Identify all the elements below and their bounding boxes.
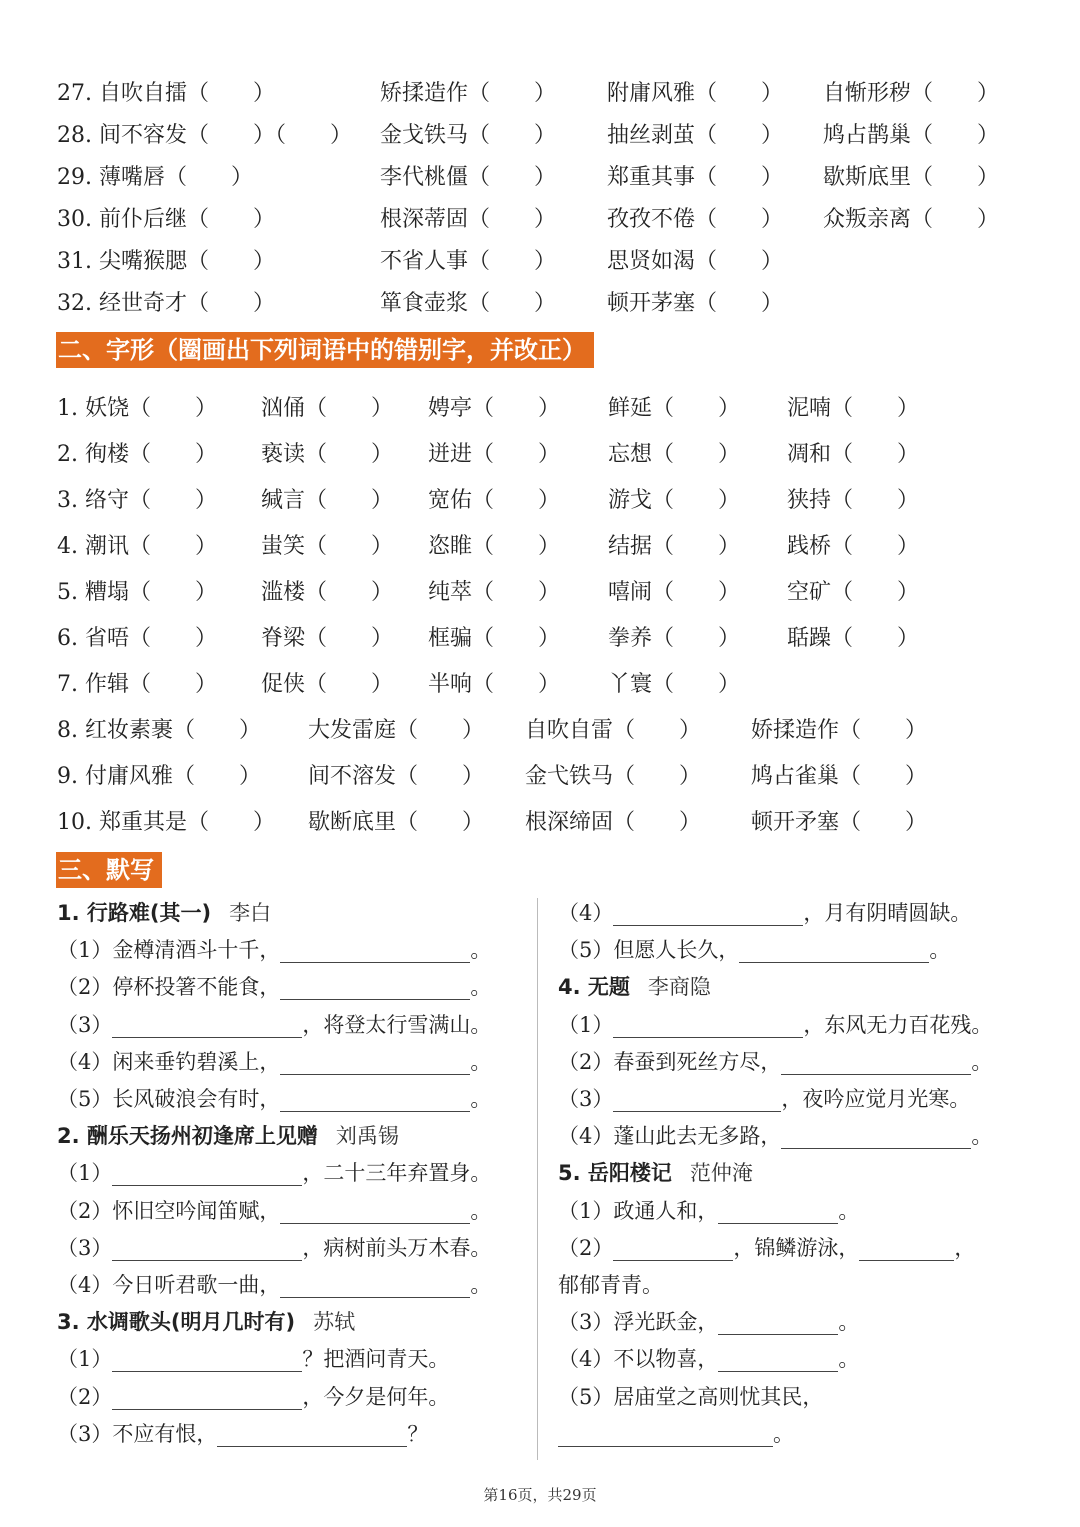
line-text: 。 <box>470 975 492 1000</box>
line-text: 。 <box>470 938 492 963</box>
word-item: 娉亭（ ） <box>428 396 561 421</box>
dictation-line <box>558 1307 859 1337</box>
dictation-line <box>57 1270 491 1300</box>
line-text: （3） <box>57 1235 113 1260</box>
answer-blank[interactable] <box>718 1201 838 1224</box>
line-text: 。 <box>971 1124 993 1149</box>
answer-blank[interactable] <box>280 1089 470 1112</box>
line-text: （4）闲来垂钓碧溪上， <box>57 1049 281 1074</box>
poem-author: 范仲淹 <box>689 1161 753 1186</box>
idiom-item: 矫揉造作（ ） <box>380 81 557 106</box>
idiom-item: 众叛亲离（ ） <box>823 207 1000 232</box>
idiom-item: 28. 间不容发（ ）（ ） <box>57 123 352 148</box>
idiom-item: 根深蒂固（ ） <box>380 207 557 232</box>
dictation-line <box>57 1196 491 1226</box>
line-text: ，今夕是何年。 <box>302 1384 450 1409</box>
word-item: 顿开矛塞（ ） <box>751 810 928 835</box>
line-text: （4）蓬山此去无多路， <box>558 1124 782 1149</box>
idiom-item: 附庸风雅（ ） <box>607 81 784 106</box>
dictation-line <box>57 1158 491 1188</box>
answer-blank[interactable] <box>280 977 470 1000</box>
word-item: 滥楼（ ） <box>261 580 394 605</box>
line-text: ，病树前头万木春。 <box>302 1235 492 1260</box>
line-text: ，将登太行雪满山。 <box>302 1012 492 1037</box>
column-divider <box>537 898 538 1460</box>
word-item: 结据（ ） <box>608 534 741 559</box>
dictation-line <box>57 935 491 965</box>
word-item: 8. 红妆素裹（ ） <box>57 718 261 743</box>
dictation-line <box>558 1419 794 1449</box>
line-text: ，夜吟应觉月光寒。 <box>781 1087 971 1111</box>
word-item: 1. 妖饶（ ） <box>57 396 217 421</box>
line-text: ，东风无力百花残。 <box>803 1012 993 1037</box>
idiom-item: 孜孜不倦（ ） <box>607 207 784 232</box>
word-item: 3. 络守（ ） <box>57 488 217 513</box>
idiom-item: 箪食壶浆（ ） <box>380 291 557 316</box>
line-text: 。 <box>470 1198 492 1223</box>
idiom-item: 鸠占鹊巢（ ） <box>823 123 1000 148</box>
word-item: 泥喃（ ） <box>787 396 920 421</box>
poem-title: 2. 酬乐天扬州初逢席上见赠 <box>57 1124 318 1149</box>
word-item: 半响（ ） <box>428 672 561 697</box>
idiom-item: 自惭形秽（ ） <box>823 81 1000 106</box>
word-item: 聒躁（ ） <box>787 626 920 651</box>
line-text: （4）今日听君歌一曲， <box>57 1273 281 1297</box>
word-item: 鲜延（ ） <box>608 396 741 421</box>
word-item: 迸进（ ） <box>428 442 561 467</box>
poem-title-line <box>558 972 711 1002</box>
answer-blank[interactable] <box>112 1238 302 1261</box>
word-item: 嘻闹（ ） <box>608 580 741 605</box>
line-text: 。 <box>470 1273 492 1297</box>
section2-heading: 二、字形（圈画出下列词语中的错别字，并改正） <box>56 332 594 368</box>
word-item: 空矿（ ） <box>787 580 920 605</box>
word-item: 5. 糟塌（ ） <box>57 580 217 605</box>
idiom-item: 29. 薄嘴唇（ ） <box>57 165 253 190</box>
idiom-item: 顿开茅塞（ ） <box>607 291 784 316</box>
answer-blank[interactable] <box>739 940 929 963</box>
poem-title: 1. 行路难(其一) <box>57 901 212 925</box>
poem-title: 3. 水调歌头(明月几时有) <box>57 1310 296 1335</box>
line-text: （4） <box>558 901 614 925</box>
word-item: 汹俑（ ） <box>261 396 394 421</box>
page-footer: 第16页，共29页 <box>483 1486 597 1504</box>
word-item: 框骗（ ） <box>428 626 561 651</box>
word-item: 凋和（ ） <box>787 442 920 467</box>
line-text: ， <box>954 1235 976 1260</box>
line-text: （1）金樽清酒斗十千， <box>57 938 281 963</box>
word-item: 狭持（ ） <box>787 488 920 513</box>
line-text: （1） <box>558 1012 614 1037</box>
word-item: 娇揉造作（ ） <box>751 718 928 743</box>
line-text: 。 <box>838 1347 860 1372</box>
line-text: 。 <box>838 1198 860 1223</box>
answer-blank[interactable] <box>613 1089 781 1112</box>
line-text: ，二十三年弃置身。 <box>302 1161 492 1186</box>
line-text: （2）春蚕到死丝方尽， <box>558 1049 782 1074</box>
dictation-line <box>57 1010 491 1040</box>
answer-blank[interactable] <box>280 1201 470 1224</box>
poem-title-line <box>57 1307 355 1337</box>
dictation-line <box>558 1121 992 1151</box>
answer-blank[interactable] <box>613 1015 803 1038</box>
answer-blank[interactable] <box>613 903 803 926</box>
word-item: 6. 省唔（ ） <box>57 626 217 651</box>
poem-title: 5. 岳阳楼记 <box>558 1161 672 1186</box>
line-text: 。 <box>929 938 951 963</box>
line-text: ，锦鳞游泳， <box>733 1235 860 1260</box>
idiom-item: 思贤如渴（ ） <box>607 249 784 274</box>
word-item: 拳养（ ） <box>608 626 741 651</box>
answer-blank[interactable] <box>280 940 470 963</box>
idiom-item: 金戈铁马（ ） <box>380 123 557 148</box>
idiom-item: 32. 经世奇才（ ） <box>57 291 275 316</box>
dictation-line <box>558 1010 992 1040</box>
word-item: 金弋铁马（ ） <box>525 764 702 789</box>
line-text: 。 <box>773 1421 794 1446</box>
line-text: 。 <box>470 1087 492 1111</box>
idiom-item: 不省人事（ ） <box>380 249 557 274</box>
word-item: 7. 作辑（ ） <box>57 672 217 697</box>
word-item: 缄言（ ） <box>261 488 394 513</box>
dictation-line <box>558 1196 859 1226</box>
line-text: （2）怀旧空吟闻笛赋， <box>57 1198 281 1223</box>
word-item: 脊梁（ ） <box>261 626 394 651</box>
line-text: （3）不应有恨， <box>57 1421 218 1446</box>
line-text: ？ <box>407 1421 429 1446</box>
word-item: 根深缔固（ ） <box>525 810 702 835</box>
line-text: ，月有阴晴圆缺。 <box>803 901 972 925</box>
poem-author: 刘禹锡 <box>335 1124 399 1149</box>
dictation-line <box>57 1419 428 1449</box>
line-text: 。 <box>838 1310 860 1335</box>
dictation-line <box>558 1233 975 1263</box>
idiom-item: 抽丝剥茧（ ） <box>607 123 784 148</box>
dictation-line <box>558 1344 859 1374</box>
line-text: 。 <box>470 1049 492 1074</box>
line-text: （3）浮光跃金， <box>558 1310 719 1335</box>
line-text: （1） <box>57 1161 113 1186</box>
line-text: （2） <box>558 1235 614 1260</box>
idiom-item: 歇斯底里（ ） <box>823 165 1000 190</box>
word-item: 鸠占雀巢（ ） <box>751 764 928 789</box>
word-item: 亵读（ ） <box>261 442 394 467</box>
dictation-line <box>558 1084 970 1114</box>
word-item: 2. 徇楼（ ） <box>57 442 217 467</box>
answer-blank[interactable] <box>112 1163 302 1186</box>
line-text: （2） <box>57 1384 113 1409</box>
answer-blank[interactable] <box>781 1126 971 1149</box>
word-item: 促侠（ ） <box>261 672 394 697</box>
dictation-line <box>558 1270 663 1300</box>
word-item: 自吹自雷（ ） <box>525 718 702 743</box>
dictation-line <box>57 1344 449 1374</box>
dictation-line <box>558 1047 992 1077</box>
line-text: 。 <box>971 1049 993 1074</box>
line-text: （5）居庙堂之高则忧其民， <box>558 1384 824 1409</box>
word-item: 宽佑（ ） <box>428 488 561 513</box>
dictation-line <box>57 1084 491 1114</box>
word-item: 4. 潮讯（ ） <box>57 534 217 559</box>
word-item: 忘想（ ） <box>608 442 741 467</box>
word-item: 间不溶发（ ） <box>308 764 485 789</box>
dictation-line <box>558 1382 823 1412</box>
line-text: （5）但愿人长久， <box>558 938 740 963</box>
answer-blank[interactable] <box>781 1052 971 1075</box>
word-item: 蚩笑（ ） <box>261 534 394 559</box>
poem-title-line <box>558 1158 753 1188</box>
line-text: （1） <box>57 1347 113 1372</box>
line-text: （1）政通人和， <box>558 1198 719 1223</box>
dictation-line <box>558 935 950 965</box>
answer-blank[interactable] <box>112 1349 302 1372</box>
poem-title: 4. 无题 <box>558 975 630 1000</box>
idiom-item: 李代桃僵（ ） <box>380 165 557 190</box>
dictation-line <box>558 898 971 928</box>
dictation-line <box>57 972 491 1002</box>
poem-author: 李白 <box>229 901 272 925</box>
line-text: （3） <box>558 1087 614 1111</box>
section3-heading: 三、默写 <box>56 852 162 888</box>
poem-title-line <box>57 898 271 928</box>
poem-title-line <box>57 1121 399 1151</box>
poem-author: 苏轼 <box>313 1310 356 1335</box>
word-item: 大发雷庭（ ） <box>308 718 485 743</box>
line-text: （3） <box>57 1012 113 1037</box>
word-item: 丫寰（ ） <box>608 672 741 697</box>
dictation-line <box>57 1382 449 1412</box>
word-item: 纯萃（ ） <box>428 580 561 605</box>
line-text: （5）长风破浪会有时， <box>57 1087 281 1111</box>
answer-blank[interactable] <box>112 1387 302 1410</box>
word-item: 践桥（ ） <box>787 534 920 559</box>
line-text: （4）不以物喜， <box>558 1347 719 1372</box>
line-text: ？把酒问青天。 <box>302 1347 450 1372</box>
answer-blank[interactable] <box>112 1015 302 1038</box>
word-item: 游戈（ ） <box>608 488 741 513</box>
word-item: 9. 付庸风雅（ ） <box>57 764 261 789</box>
answer-blank[interactable] <box>280 1052 470 1075</box>
line-text: 郁郁青青。 <box>558 1273 663 1297</box>
word-item: 歇断底里（ ） <box>308 810 485 835</box>
word-item: 恣睢（ ） <box>428 534 561 559</box>
poem-author: 李商隐 <box>647 975 711 1000</box>
dictation-line <box>57 1047 491 1077</box>
answer-blank[interactable] <box>859 1238 954 1261</box>
answer-blank[interactable] <box>558 1424 773 1447</box>
answer-blank[interactable] <box>613 1238 733 1261</box>
idiom-item: 郑重其事（ ） <box>607 165 784 190</box>
line-text: （2）停杯投箸不能食， <box>57 975 281 1000</box>
word-item: 10. 郑重其是（ ） <box>57 810 275 835</box>
answer-blank[interactable] <box>280 1275 470 1298</box>
answer-blank[interactable] <box>718 1349 838 1372</box>
idiom-item: 30. 前仆后继（ ） <box>57 207 275 232</box>
answer-blank[interactable] <box>217 1424 407 1447</box>
answer-blank[interactable] <box>718 1312 838 1335</box>
idiom-item: 27. 自吹自擂（ ） <box>57 81 275 106</box>
dictation-line <box>57 1233 491 1263</box>
idiom-item: 31. 尖嘴猴腮（ ） <box>57 249 275 274</box>
